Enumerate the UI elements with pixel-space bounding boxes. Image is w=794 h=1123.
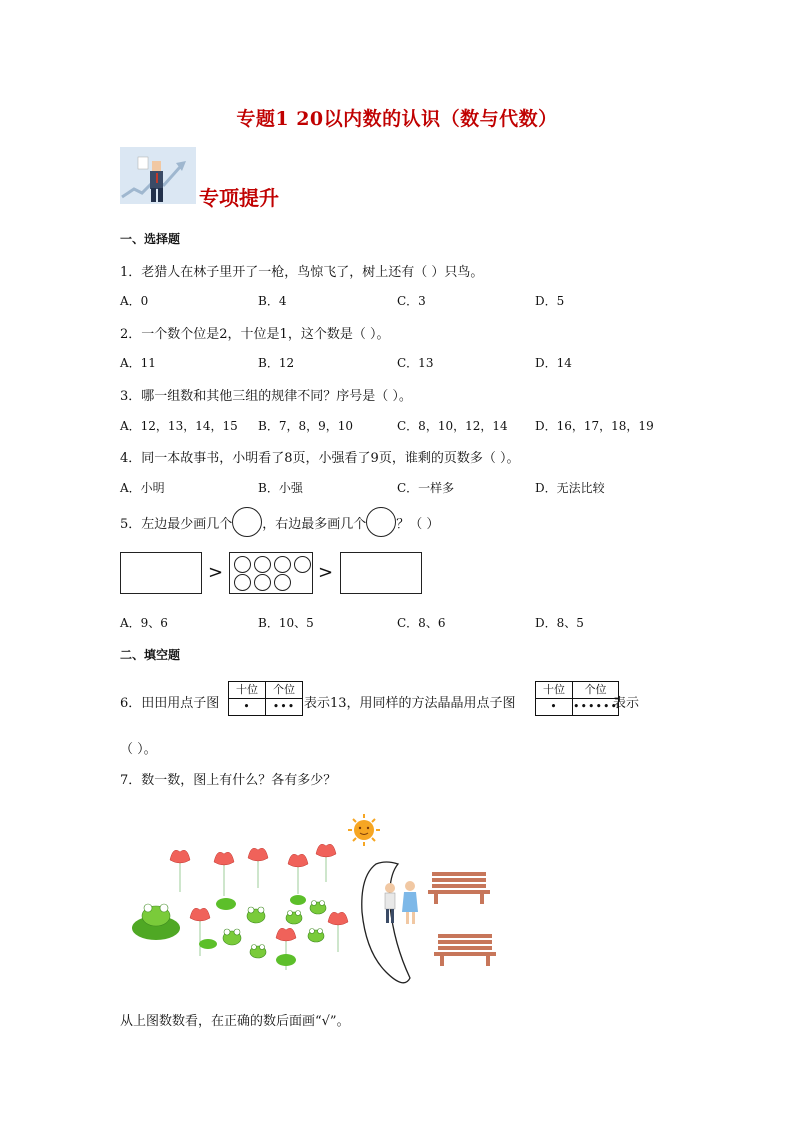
banner-label: 专项提升	[199, 186, 279, 210]
ones-dots: ••••••	[573, 699, 619, 716]
q2-option-a: A．11	[120, 356, 156, 370]
greater-than-sign: >	[318, 562, 334, 583]
frog-icon	[286, 911, 302, 925]
q1-option-a: A．0	[120, 294, 149, 308]
right-empty-box	[340, 552, 422, 594]
ones-header: 个位	[266, 682, 303, 699]
q1-option-d: D．5	[535, 294, 565, 308]
bench-icon	[428, 872, 490, 904]
q1-option-c: C．3	[397, 294, 426, 308]
circle-icon	[234, 574, 251, 591]
flower-icon	[328, 912, 348, 952]
q5-text-a: 5．左边最少画几个	[120, 516, 233, 532]
path-outline	[362, 862, 410, 983]
flower-icon	[170, 850, 190, 892]
q5-option-b: B．10、5	[258, 616, 314, 630]
girl-icon	[402, 881, 418, 924]
circle-icon	[366, 507, 396, 537]
circle-icon	[234, 556, 251, 573]
q5-option-a: A．9、6	[120, 616, 168, 630]
q2-text: 2．一个数个位是2，十位是1，这个数是（ ）。	[120, 327, 390, 342]
boy-icon	[385, 883, 395, 923]
q3-option-c: C．8，10，12，14	[397, 419, 508, 433]
frog-icon	[308, 929, 324, 943]
section-fill-heading: 二、填空题	[120, 648, 181, 662]
banner-image	[120, 147, 196, 204]
page-title: 专题1 20以内数的认识（数与代数）	[236, 108, 558, 130]
q6-text-a: 6．田田用点子图	[120, 696, 220, 711]
place-value-chart-1	[228, 681, 303, 716]
greater-than-sign: >	[208, 562, 224, 583]
frog-icon	[247, 907, 265, 923]
ones-dots: •••	[266, 699, 303, 716]
q6-blank: （ ）。	[120, 742, 157, 757]
frog-icon	[310, 901, 326, 915]
flower-icon	[288, 854, 308, 894]
frog-icon	[250, 945, 266, 959]
frog-icon	[223, 929, 241, 945]
flower-icon	[214, 852, 234, 896]
ones-header: 个位	[573, 682, 619, 699]
q6-text-b: 表示13，用同样的方法晶晶用点子图	[304, 696, 516, 711]
left-empty-box	[120, 552, 202, 594]
section-choice-heading: 一、选择题	[120, 232, 181, 246]
circles-box	[229, 552, 313, 594]
circle-icon	[274, 556, 291, 573]
q2-option-d: D．14	[535, 356, 572, 370]
q3-option-d: D．16，17，18，19	[535, 419, 654, 433]
sun-icon	[348, 814, 380, 846]
q3-text: 3．哪一组数和其他三组的规律不同？序号是（ ）。	[120, 389, 412, 404]
q5-line	[120, 507, 439, 537]
circle-icon	[274, 574, 291, 591]
circle-icon	[232, 507, 262, 537]
q5-option-d: D．8、5	[535, 616, 584, 630]
circle-icon	[294, 556, 311, 573]
q2-option-c: C．13	[397, 356, 434, 370]
q4-option-d: D．无法比较	[535, 481, 605, 495]
bench-icon	[434, 934, 496, 966]
q1-text: 1．老猎人在林子里开了一枪，鸟惊飞了，树上还有（ ）只鸟。	[120, 265, 484, 280]
circle-icon	[254, 556, 271, 573]
q5-option-c: C．8、6	[397, 616, 446, 630]
circle-icon	[254, 574, 271, 591]
place-value-chart-2	[535, 681, 619, 716]
tens-dots: •	[229, 699, 266, 716]
q4-option-a: A．小明	[120, 481, 165, 495]
q7-text: 7．数一数，图上有什么？各有多少？	[120, 773, 337, 788]
tens-header: 十位	[536, 682, 573, 699]
q3-option-a: A．12，13，14，15	[120, 419, 238, 433]
q3-option-b: B．7，8，9，10	[258, 419, 353, 433]
q5-text-b: ，右边最多画几个	[262, 516, 367, 532]
q5-text-c: ？（ ）	[396, 516, 440, 532]
counting-scene-illustration	[128, 812, 508, 992]
q4-text: 4．同一本故事书，小明看了8页，小强看了9页，谁剩的页数多（ ）。	[120, 451, 520, 466]
flower-icon	[316, 844, 336, 882]
q4-option-c: C．一样多	[397, 481, 455, 495]
q2-option-b: B．12	[258, 356, 295, 370]
tens-header: 十位	[229, 682, 266, 699]
flower-icon	[248, 848, 268, 888]
q6-text-c: 表示	[613, 696, 640, 711]
frog-icon	[142, 904, 170, 926]
q4-option-b: B．小强	[258, 481, 303, 495]
q1-option-b: B．4	[258, 294, 287, 308]
q7-footer: 从上图数数看，在正确的数后面画“√”。	[120, 1014, 350, 1029]
tens-dots: •	[536, 699, 573, 716]
